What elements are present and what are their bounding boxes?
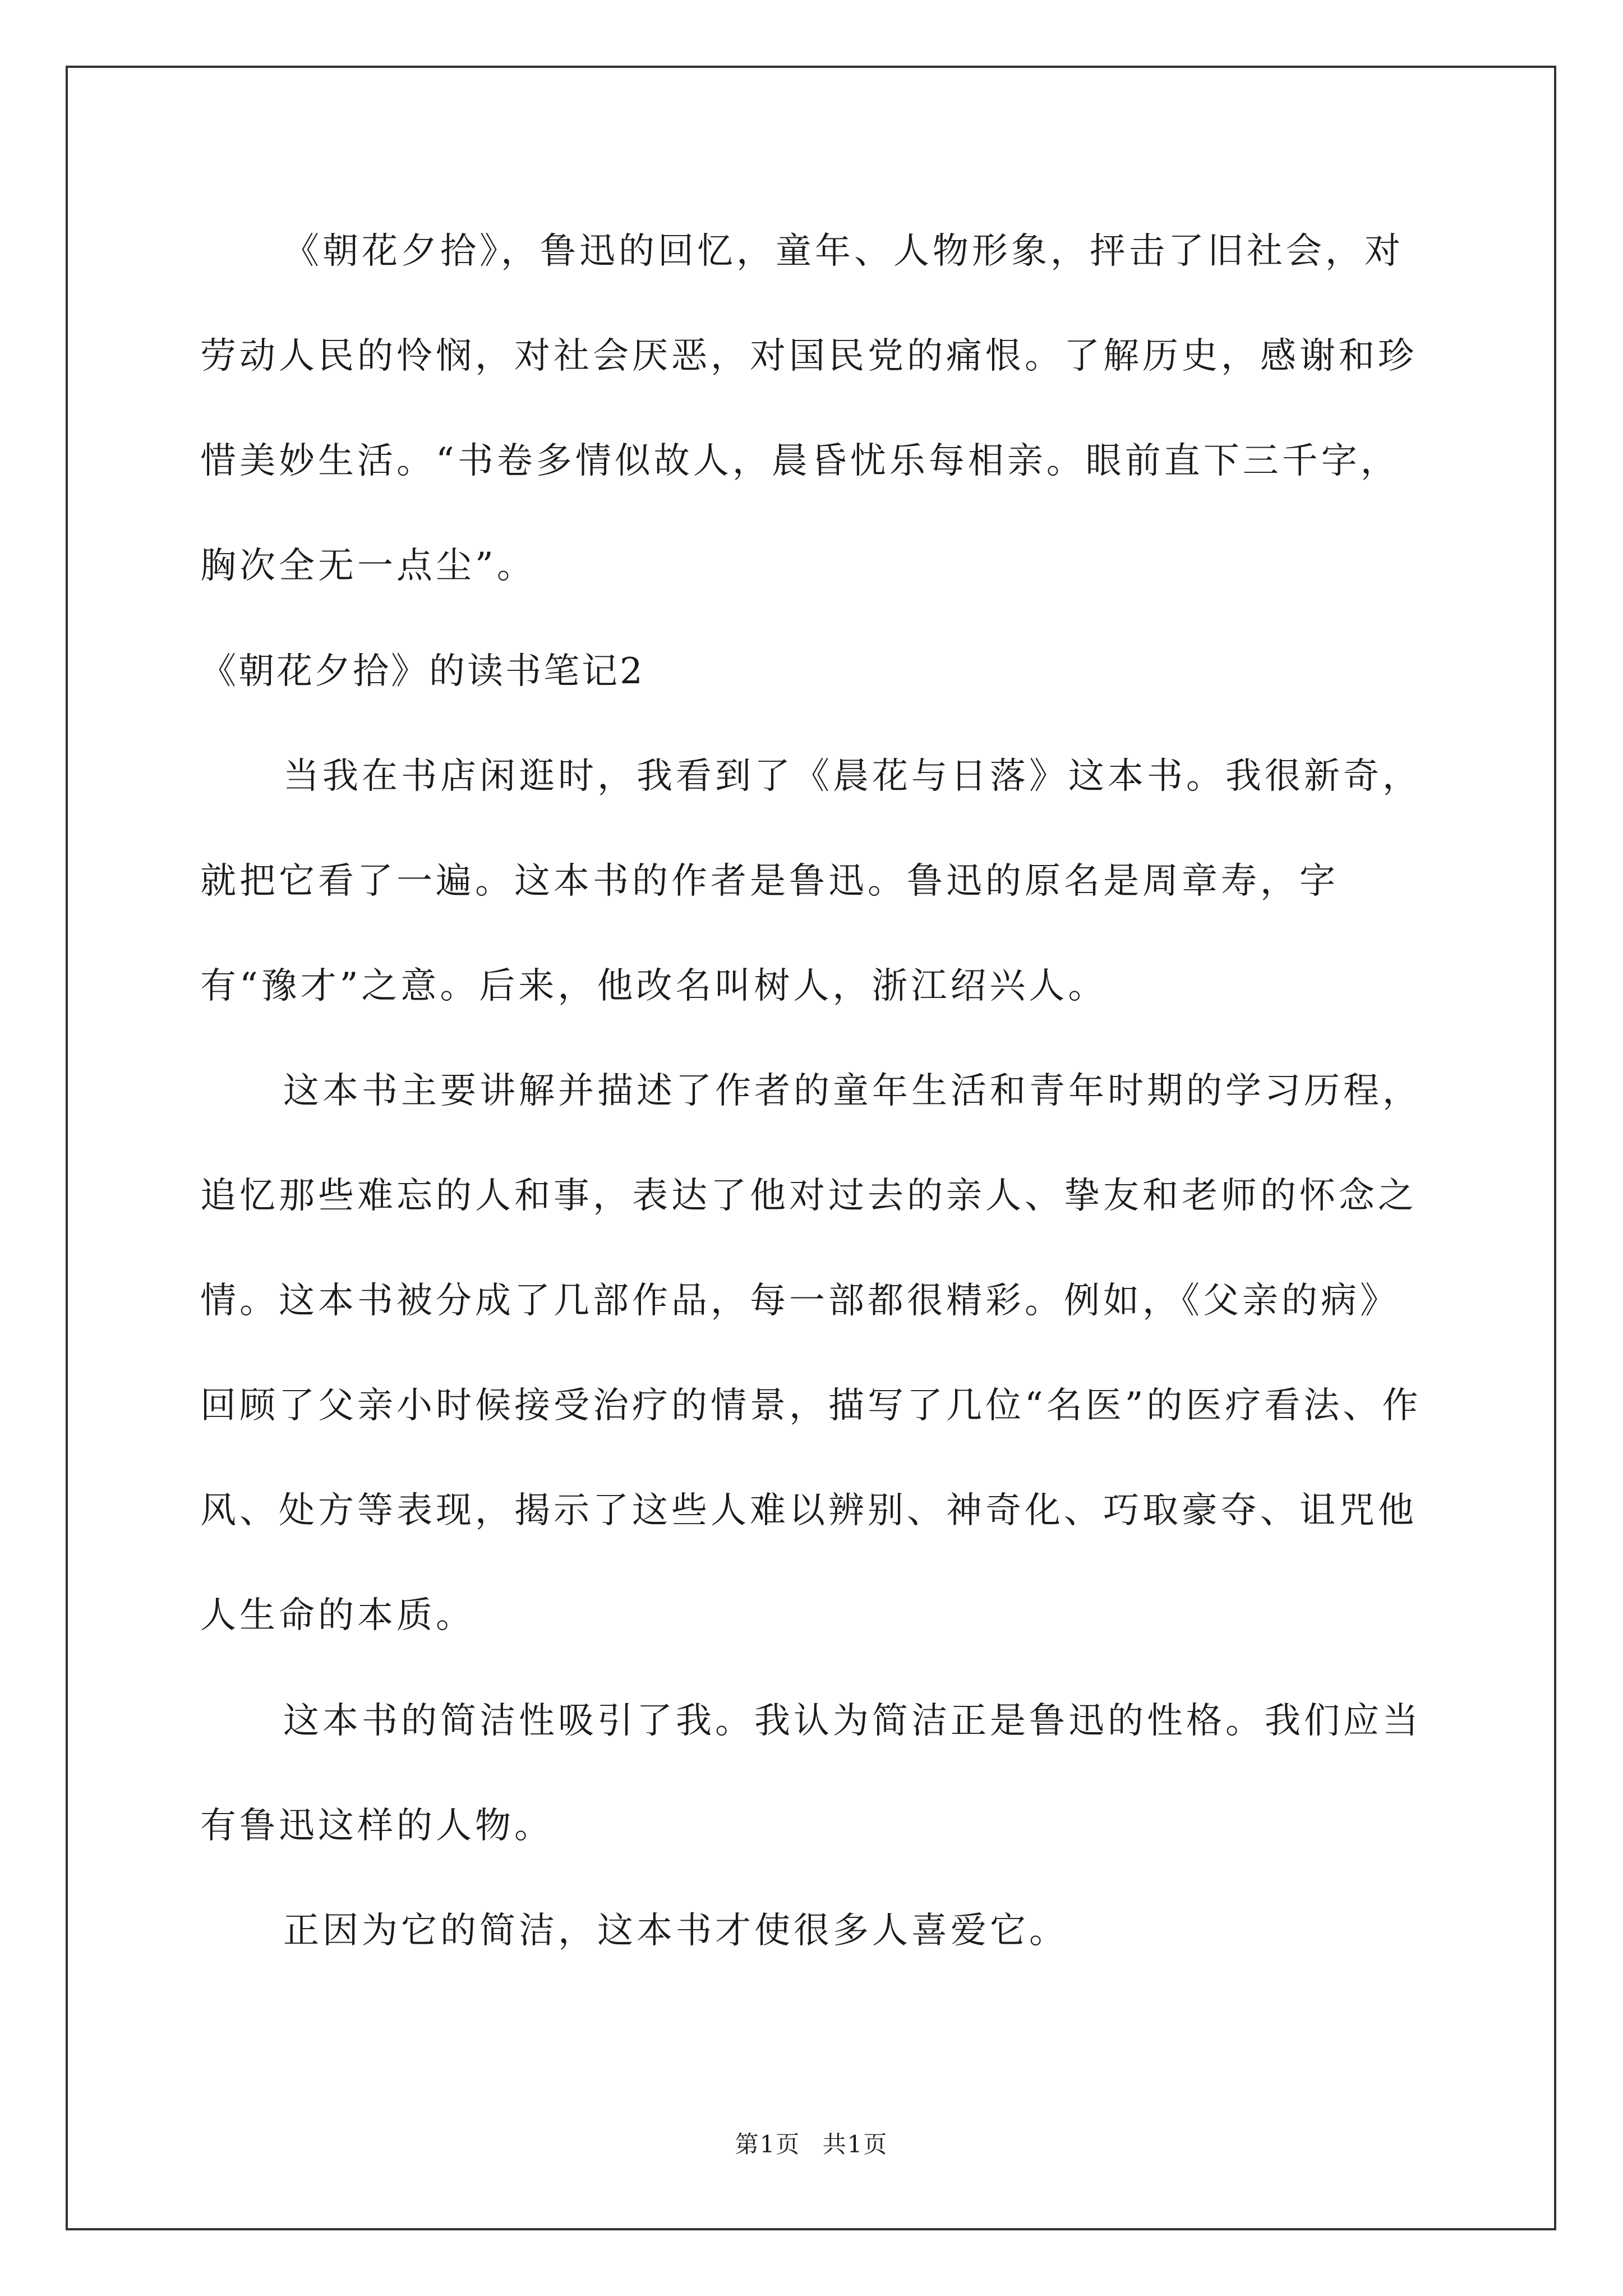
section-heading: 《朝花夕拾》的读书笔记2 (200, 651, 645, 692)
paragraph-conclusion: 正因为它的简洁，这本书才使很多人喜爱它。 (283, 1910, 1068, 1952)
page-number-total: 共1页 (822, 2131, 888, 2158)
paragraph-intro: 《朝花夕拾》，鲁迅的回忆，童年、人物形象，抨击了旧社会，对劳动人民的怜悯，对社会厌恶，对国民党的痛恨。了解历史，感谢和珍惜美妙生活。“书卷多情似故人，晨昏忧乐每相亲。眼前直下三千字，胸次全无一点尘”。 (200, 231, 1417, 587)
paragraph-simplicity: 这本书的简洁性吸引了我。我认为简洁正是鲁迅的性格。我们应当有鲁迅这样的人物。 (200, 1700, 1422, 1847)
page-number-current: 第1页 (735, 2131, 801, 2158)
paragraph-content: 这本书主要讲解并描述了作者的童年生活和青年时期的学习历程，追忆那些难忘的人和事，表达了他对过去的亲人、挚友和老师的怀念之情。这本书被分成了几部作品，每一部都很精彩。例如，《父亲的病》回顾了父亲小时候接受治疗的情景，描写了几位“名医”的医疗看法、作风、处方等表现，揭示了这些人难以辨别、神奇化、巧取豪夺、诅咒他人生命的本质。 (200, 1070, 1422, 1636)
paragraph-bookstore: 当我在书店闲逛时，我看到了《晨花与日落》这本书。我很新奇，就把它看了一遍。这本书的作者是鲁迅。鲁迅的原名是周章寿，字有“豫才”之意。后来，他改名叫树人，浙江绍兴人。 (200, 756, 1422, 1007)
page-footer (0, 2126, 1623, 2160)
